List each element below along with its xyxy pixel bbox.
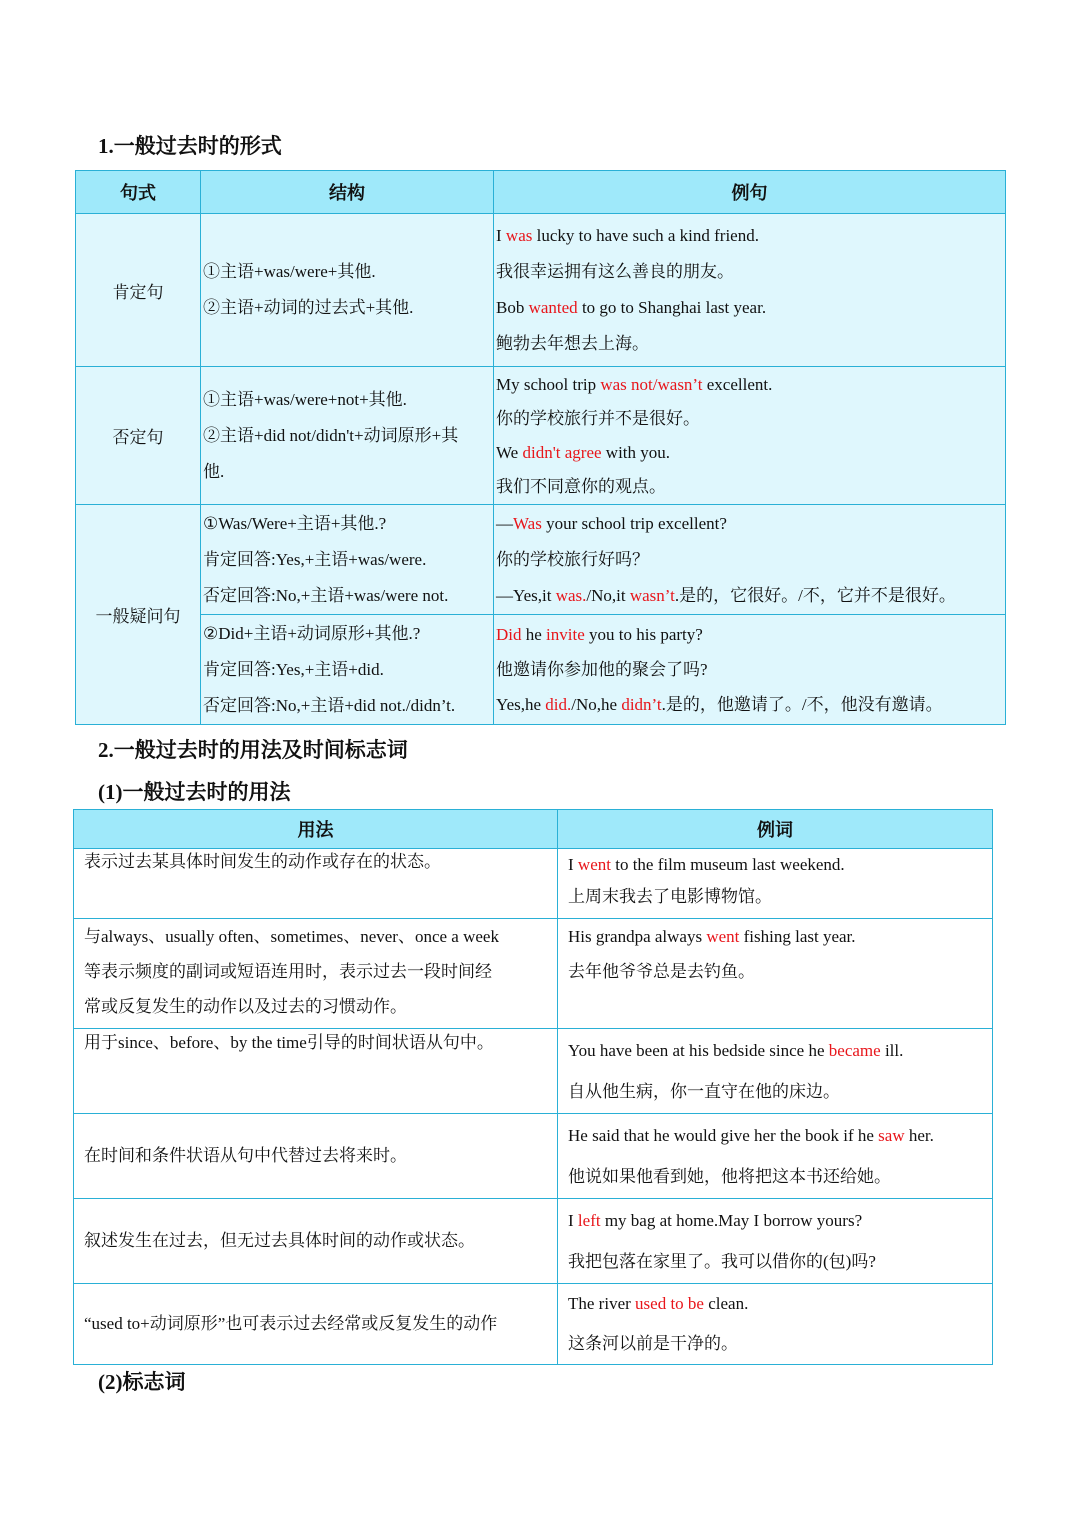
highlight-word: wasn’t [629, 585, 675, 605]
structure-line: 否定回答:No,+主语+did not./didn’t. [203, 695, 456, 715]
example-line [568, 1200, 982, 1241]
row-type: 一般疑问句 [76, 505, 201, 725]
example-text: We [496, 442, 523, 462]
example-text: 我们不同意你的观点。 [496, 476, 666, 496]
example-line [496, 506, 1003, 542]
usage-line: “used to+动词原形”也可表示过去经常或反复发生的动作 [84, 1314, 498, 1333]
structure-line: 他. [203, 461, 225, 481]
example-text: to go to Shanghai last year. [577, 298, 767, 317]
row-type: 否定句 [76, 367, 201, 505]
example-line [568, 849, 982, 881]
highlight-word: didn’t [621, 695, 662, 714]
example-text: clean. [703, 1294, 749, 1313]
row-examples [494, 367, 1006, 505]
section2-title: 2.一般过去时的用法及时间标志词 [98, 738, 408, 762]
example-text: excellent. [702, 374, 773, 394]
example-line [496, 218, 1003, 254]
example-line [496, 470, 1003, 504]
example-text: — [496, 513, 513, 533]
example-line [496, 436, 1003, 470]
highlight-word: invite [546, 625, 585, 644]
example-text: my bag at home.May I borrow yours? [600, 1211, 863, 1230]
header-type: 句式 [76, 171, 201, 214]
example-text: 这条河以前是干净的。 [568, 1334, 738, 1353]
example-line [568, 1071, 982, 1112]
table-row [74, 849, 993, 919]
example-cell [558, 849, 993, 919]
example-text: 鲍勃去年想去上海。 [496, 334, 649, 353]
example-text: He said that he would give her the book if he [568, 1126, 879, 1145]
example-line [496, 326, 1003, 362]
section2-sub2-title: (2)标志词 [98, 1370, 186, 1394]
example-text: My school trip [496, 374, 601, 394]
usage-line: 用于since、before、by the time引导的时间状语从句中。 [84, 1033, 494, 1052]
example-line [496, 254, 1003, 290]
example-line [568, 1241, 982, 1282]
example-text: with you. [601, 442, 671, 462]
section1-title: 1.一般过去时的形式 [98, 134, 282, 158]
usage-line: 在时间和条件状语从句中代替过去将来时。 [84, 1146, 407, 1165]
example-line [568, 881, 982, 913]
example-text: 我把包落在家里了。我可以借你的(包)吗? [568, 1252, 876, 1271]
structure-line: 否定回答:No,+主语+was/were not. [203, 585, 449, 605]
usage-cell [74, 1114, 558, 1199]
usage-line: 叙述发生在过去，但无过去具体时间的动作或状态。 [84, 1231, 475, 1250]
highlight-word: did. [545, 695, 572, 714]
example-line [496, 542, 1003, 578]
past-tense-usage-table [73, 809, 993, 1365]
example-line [496, 368, 1003, 402]
structure-line: ①主语+was/were+not+其他. [203, 389, 407, 409]
structure-line: 肯定回答:Yes,+主语+did. [203, 659, 384, 679]
table-header-row [76, 171, 1006, 214]
highlight-word: was not/wasn’t [600, 374, 703, 394]
usage-line: 等表示频度的副词或短语连用时，表示过去一段时间经 [84, 962, 492, 981]
example-line [496, 290, 1003, 326]
header-example: 例词 [558, 810, 993, 849]
example-text: lucky to have such a kind friend. [532, 226, 759, 245]
structure-line: ②Did+主语+动词原形+其他.? [203, 623, 421, 643]
example-text: —Yes,it [496, 585, 556, 605]
row-examples [494, 214, 1006, 367]
usage-cell [74, 849, 558, 919]
example-text: ill. [880, 1041, 904, 1060]
example-text: 你的学校旅行好吗？ [496, 549, 649, 569]
usage-cell [74, 1029, 558, 1114]
highlight-word: saw [878, 1126, 905, 1145]
highlight-word: used to be [635, 1294, 704, 1313]
example-text: .是的，他邀请了。/不，他没有邀请。 [661, 695, 943, 714]
row-structure [201, 615, 494, 725]
structure-line: ②主语+动词的过去式+其他. [203, 298, 414, 317]
example-cell [558, 1199, 993, 1284]
example-text: /No,he [571, 695, 622, 714]
table-row [74, 1029, 993, 1114]
example-text: 你的学校旅行并不是很好。 [496, 408, 700, 428]
highlight-word: was. [555, 585, 587, 605]
past-tense-forms-table [75, 170, 1006, 725]
highlight-word: left [577, 1211, 601, 1230]
highlight-word: Was [513, 513, 542, 533]
table-row [74, 1114, 993, 1199]
row-examples [494, 505, 1006, 615]
example-line [568, 1115, 982, 1156]
example-cell [558, 919, 993, 1029]
example-text: you to his party? [584, 625, 703, 644]
highlight-word: went [706, 927, 740, 946]
example-text: to the film museum last weekend. [610, 855, 845, 874]
usage-line: 与always、usually often、sometimes、never、once a week [84, 927, 499, 946]
table-row [74, 1284, 993, 1365]
example-text: I [568, 855, 578, 874]
example-text: .是的，它很好。/不，它并不是很好。 [674, 585, 956, 605]
example-line [568, 1030, 982, 1071]
example-line [568, 1156, 982, 1197]
example-text: 去年他爷爷总是去钓鱼。 [568, 962, 755, 981]
example-line [496, 578, 1003, 614]
example-line [496, 687, 1003, 722]
row-structure [201, 214, 494, 367]
highlight-word: went [577, 855, 611, 874]
example-cell [558, 1029, 993, 1114]
row-type: 肯定句 [76, 214, 201, 367]
usage-line: 常或反复发生的动作以及过去的习惯动作。 [84, 997, 407, 1016]
row-examples [494, 615, 1006, 725]
example-line [568, 919, 982, 954]
example-text: You have been at his bedside since he [568, 1041, 829, 1060]
example-text: 上周末我去了电影博物馆。 [568, 887, 772, 906]
example-text: His grandpa always [568, 927, 707, 946]
example-text: your school trip excellent? [541, 513, 727, 533]
usage-cell [74, 919, 558, 1029]
example-text: fishing last year. [739, 927, 856, 946]
usage-line: 表示过去某具体时间发生的动作或存在的状态。 [84, 852, 441, 871]
example-text: Bob [496, 298, 529, 317]
highlight-word: didn't agree [522, 442, 602, 462]
header-structure: 结构 [201, 171, 494, 214]
example-text: 他说如果他看到她，他将把这本书还给她。 [568, 1167, 891, 1186]
example-line [568, 1324, 982, 1364]
example-text: he [521, 625, 547, 644]
example-text: Yes,he [496, 695, 546, 714]
usage-cell [74, 1284, 558, 1365]
example-text: 我很幸运拥有这么善良的朋友。 [496, 262, 734, 281]
table-row [76, 505, 1006, 615]
example-text: 自从他生病，你一直守在他的床边。 [568, 1082, 840, 1101]
table-row [74, 919, 993, 1029]
table-header-row [74, 810, 993, 849]
row-structure [201, 367, 494, 505]
structure-line: ①主语+was/were+其他. [203, 262, 376, 281]
table-row [76, 214, 1006, 367]
table-row [74, 1199, 993, 1284]
header-usage: 用法 [74, 810, 558, 849]
example-line [496, 652, 1003, 687]
example-cell [558, 1114, 993, 1199]
example-text: /No,it [586, 585, 630, 605]
header-example: 例句 [494, 171, 1006, 214]
example-text: 他邀请你参加他的聚会了吗? [496, 660, 708, 679]
table-row [76, 367, 1006, 505]
example-text: The river [568, 1294, 636, 1313]
example-text: I [568, 1211, 578, 1230]
row-structure [201, 505, 494, 615]
example-text: her. [904, 1126, 934, 1145]
example-line [568, 1284, 982, 1324]
structure-line: ②主语+did not/didn't+动词原形+其 [203, 425, 459, 445]
highlight-word: Did [496, 625, 522, 644]
example-line [496, 617, 1003, 652]
section2-sub1-title: (1)一般过去时的用法 [98, 780, 291, 804]
highlight-word: became [828, 1041, 881, 1060]
usage-cell [74, 1199, 558, 1284]
example-text: I [496, 226, 506, 245]
structure-line: ①Was/Were+主语+其他.? [203, 513, 387, 533]
highlight-word: wanted [528, 298, 578, 317]
example-line [496, 402, 1003, 436]
table-row [76, 615, 1006, 725]
example-line [568, 954, 982, 989]
highlight-word: was [505, 226, 533, 245]
example-cell [558, 1284, 993, 1365]
structure-line: 肯定回答:Yes,+主语+was/were. [203, 549, 427, 569]
